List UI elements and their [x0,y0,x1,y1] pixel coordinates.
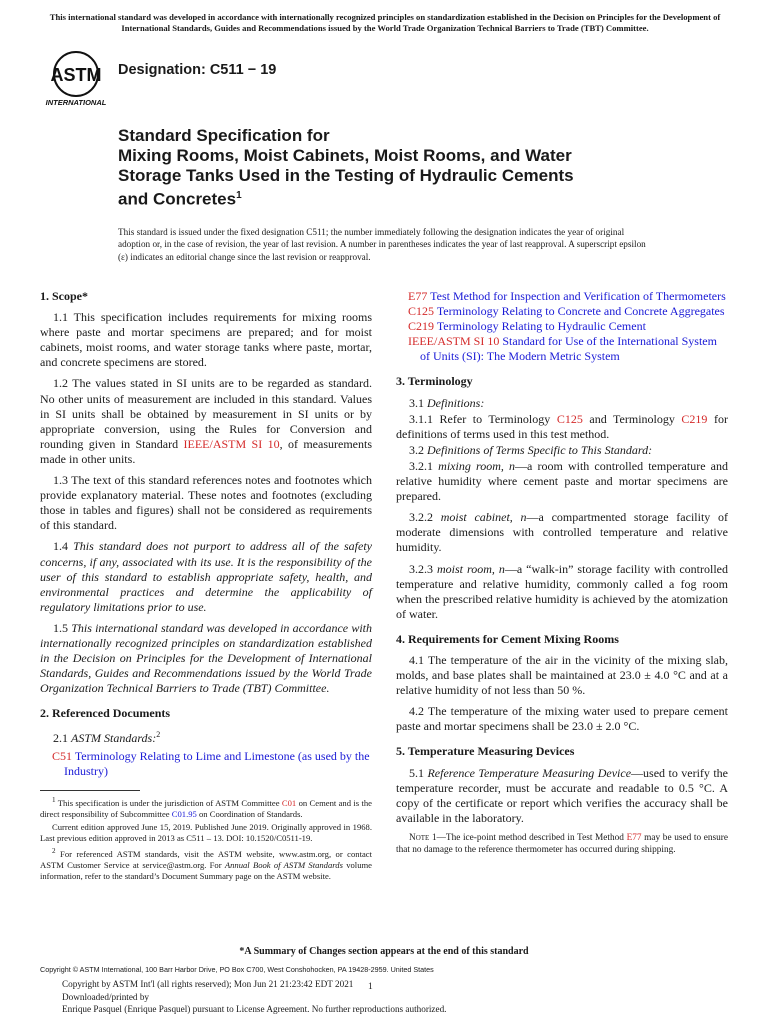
footnote-2-text-end: volume information, refer to the standard’s Document Summary page on the ASTM website. [40,859,372,881]
para-3-2-text: Definitions of Terms Specific to This Standard: [427,442,653,457]
para-3-2-2 [396,510,728,555]
para-2-1-number: 2.1 [53,731,71,746]
para-2-1-text: ASTM Standards: [71,731,157,746]
title-line-3: Storage Tanks Used in the Testing of Hydraulic Cements [118,166,574,185]
footer-line-1: Copyright by ASTM Int'l (all rights reserved); Mon Jun 21 21:23:42 EDT 2021 [62,979,354,989]
footnote-2-text: For referenced ASTM standards, visit the ASTM website, www.astm.org, or contact ASTM Customer Service at service@astm.org. For [40,848,372,870]
download-footer [62,978,502,1016]
title-line-4 [118,186,678,210]
title-footnote-ref[interactable]: 1 [236,190,242,201]
ref-c219-title[interactable]: Terminology Relating to Hydraulic Cement [436,319,646,334]
para-3-2-2-text: —a compartmented storage facility of moderate dimensions with controlled temperature and relative humidity. [396,510,729,555]
para-1-4-number: 1.4 [53,539,74,554]
para-3-1-1-text: 3.1.1 Refer to Terminology [409,411,557,426]
ref-si10-title[interactable]: Standard for Use of the International System of Units (SI): The Modern Metric System [420,334,717,364]
section-2-heading: 2. Referenced Documents [40,706,171,721]
ref-si10-code[interactable]: IEEE/ASTM SI 10 [408,334,500,349]
para-5-1-number: 5.1 [409,765,428,780]
note-1-label: Note 1 [409,832,437,843]
para-1-3: 1.3 The text of this standard references notes and footnotes which provide explanatory material. These notes and footnotes (excluding those in tables and figures) shall not be considered as requirements of this standard. [40,473,372,533]
footnote-2-mark: 2 [52,846,56,855]
para-3-2-number: 3.2 [409,442,427,457]
ref-e77-title[interactable]: Test Method for Inspection and Verification of Thermometers [430,289,726,303]
para-3-1 [396,396,728,411]
footnote-1-mark: 1 [52,796,56,804]
ref-c125 [396,304,728,319]
right-column [396,289,728,856]
para-3-1-1-text-2: and Terminology [582,411,682,426]
para-3-2-3-number: 3.2.3 [409,561,437,576]
logo-text: ASTM [50,65,102,85]
para-1-2-text: 1.2 The values stated in SI units are to be regarded as standard. No other units of measurement are included in this standard. Values in SI units shall be obtained by measurement in SI units or by appropriate conversion, using the Rules for Conversion and rounding given in Standard [40,376,372,451]
para-3-2-3-text: —a “walk-in” storage facility with controlled temperature and relative humidity, commonly called a fog room when the prescribed relative humidity is achieved by the atomization of water. [396,561,728,621]
para-1-4 [40,539,372,614]
ref-c219-code[interactable]: C219 [408,319,435,334]
section-1-heading: 1. Scope* [40,289,88,303]
para-3-2-2-number: 3.2.2 [409,510,441,525]
astm-logo [42,48,110,108]
section-3-heading: 3. Terminology [396,374,473,389]
ref-c125-code[interactable]: C125 [408,304,435,319]
footer-line-2: Downloaded/printed by [62,991,150,1002]
para-3-2 [396,443,728,458]
para-3-1-text: Definitions: [427,395,485,410]
para-4-2: 4.2 The temperature of the mixing water used to prepare cement paste and mortar specimens shall be 23.0 ± 2.0 °C. [396,704,728,734]
footnote-1 [40,795,372,820]
para-3-2-1-text: —a room with controlled temperature and relative humidity where cement paste and mortar specimens are prepared. [396,458,728,504]
footnote-2-ref[interactable]: 2 [156,730,161,740]
title-line-1: Standard Specification for [118,126,330,145]
link-ieee-si10[interactable]: IEEE/ASTM SI 10 [183,436,280,451]
designation: Designation: C511 − 19 [118,62,277,78]
note-1 [396,832,728,856]
page-number: 1 [368,982,373,992]
para-1-2 [40,376,372,467]
ref-c219 [396,319,728,334]
logo-subtext: INTERNATIONAL [45,98,107,107]
footnote-1-text-3: on Coordination of Standards. [196,808,303,819]
link-c219[interactable]: C219 [681,411,708,426]
link-committee-c01[interactable]: C01 [281,797,297,808]
link-c125[interactable]: C125 [556,411,583,426]
footer-line-3: Enrique Pasquel (Enrique Pasquel) pursuant to License Agreement. No further reproductions authorized. [62,1004,447,1015]
left-column [40,289,372,779]
para-3-2-1 [396,459,728,504]
link-e77-note[interactable]: E77 [626,832,642,843]
term-reference-device: Reference Temperature Measuring Device [427,765,632,780]
para-1-4-text: This standard does not purport to address all of the safety concerns, if any, associated with its use. It is the responsibility of the user of this standard to establish appropriate safety, health, and environmental practices and determine the applicability of regulatory limitations prior to use. [40,539,372,614]
para-3-1-1 [396,412,728,442]
ref-si10 [396,334,728,364]
para-3-2-3 [396,562,728,622]
copyright-line: Copyright © ASTM International, 100 Barr Harbor Drive, PO Box C700, West Conshohocken, PA 19428-2959. United States [40,965,434,974]
term-mixing-room: mixing room, n [438,458,515,473]
footnote-1-text-2: on Cement and is the direct responsibility of Subcommittee [40,797,372,819]
link-subcommittee-c0195[interactable]: C01.95 [171,808,197,819]
title-line-2: Mixing Rooms, Moist Cabinets, Moist Rooms, and Water [118,146,572,165]
para-1-5-number: 1.5 [53,620,72,635]
term-moist-cabinet: moist cabinet, n [440,510,527,525]
issuance-note: This standard is issued under the fixed designation C511; the number immediately following the designation indicates the year of original adoption or, in the case of revision, the year of last revision. A number in parentheses indicates the year of last reapproval. A superscript epsilon (ε) indicates an editorial change since the last revision or reapproval. [118,227,646,262]
note-1-text-end: may be used to ensure that no damage to the reference thermometer has occurred during shipping. [396,832,728,855]
para-1-2-text-end: , of measurements made in other units. [40,436,372,466]
term-moist-room: moist room, n [436,561,505,576]
para-1-5 [40,621,372,696]
footnote-2 [40,846,372,882]
para-3-1-number: 3.1 [409,395,427,410]
ref-e77 [396,289,728,304]
para-4-1: 4.1 The temperature of the air in the vicinity of the mixing slab, molds, and base plates shall be maintained at 23.0 ± 4.0 °C and at a relative humidity of not less than 50 %. [396,652,728,698]
section-5-heading: 5. Temperature Measuring Devices [396,744,575,759]
footnote-2-italic: Annual Book of ASTM Standards [224,859,343,870]
ref-c51-title[interactable]: Terminology Relating to Lime and Limestone (as used by the Industry) [64,748,370,778]
ref-c125-title[interactable]: Terminology Relating to Concrete and Concrete Aggregates [436,304,725,319]
ref-c51 [40,749,372,779]
para-5-1-text: —used to verify the temperature recorder, must be accurate and readable to 0.5 °C. A copy of the certificate or report which verifies the accuracy shall be available in the laboratory. [396,765,729,825]
para-3-2-1-number: 3.2.1 [409,458,439,473]
ref-e77-code[interactable]: E77 [408,289,428,303]
note-1-text: —The ice-point method described in Test Method [436,832,627,843]
para-1-5-text: This international standard was developed in accordance with internationally recognized principles on standardization established in the Decision on Principles for the Development of International Standards, Guides and Recommendations issued by the World Trade Organization Technical Barriers to Trade (TBT) Committee. [40,620,373,696]
ref-c51-code[interactable]: C51 [52,748,73,763]
footnote-divider [40,790,140,791]
footnote-1-text: This specification is under the jurisdiction of ASTM Committee [55,797,282,808]
document-title [118,126,678,210]
header-notice: This international standard was developed in accordance with internationally recognized principles on standardization established in the Decision on Principles for the Development of International Standards, Guides and Recommendations issued by the World Trade Organization Technical Barriers to Trade (TBT) Committee. [49,12,721,33]
para-1-1: 1.1 This specification includes requirements for mixing rooms where paste and mortar specimens are prepared; and for moist cabinets, moist rooms, and water storage tanks where paste, mortar, and concrete specimens are stored. [40,310,372,370]
footnote-1-edition: Current edition approved June 15, 2019. Published June 2019. Originally approved in 1968. Last previous edition approved in 2013 as C511 – 13. DOI: 10.1520/C0511-19. [40,821,372,843]
summary-of-changes-notice: *A Summary of Changes section appears at the end of this standard [239,946,529,957]
footnotes [40,795,372,884]
title-line-4-text: and Concretes [118,189,237,209]
para-5-1 [396,766,728,826]
para-3-1-1-text-3: for definitions of terms used in this test method. [396,411,728,441]
section-4-heading: 4. Requirements for Cement Mixing Rooms [396,631,619,646]
para-2-1 [40,727,372,746]
